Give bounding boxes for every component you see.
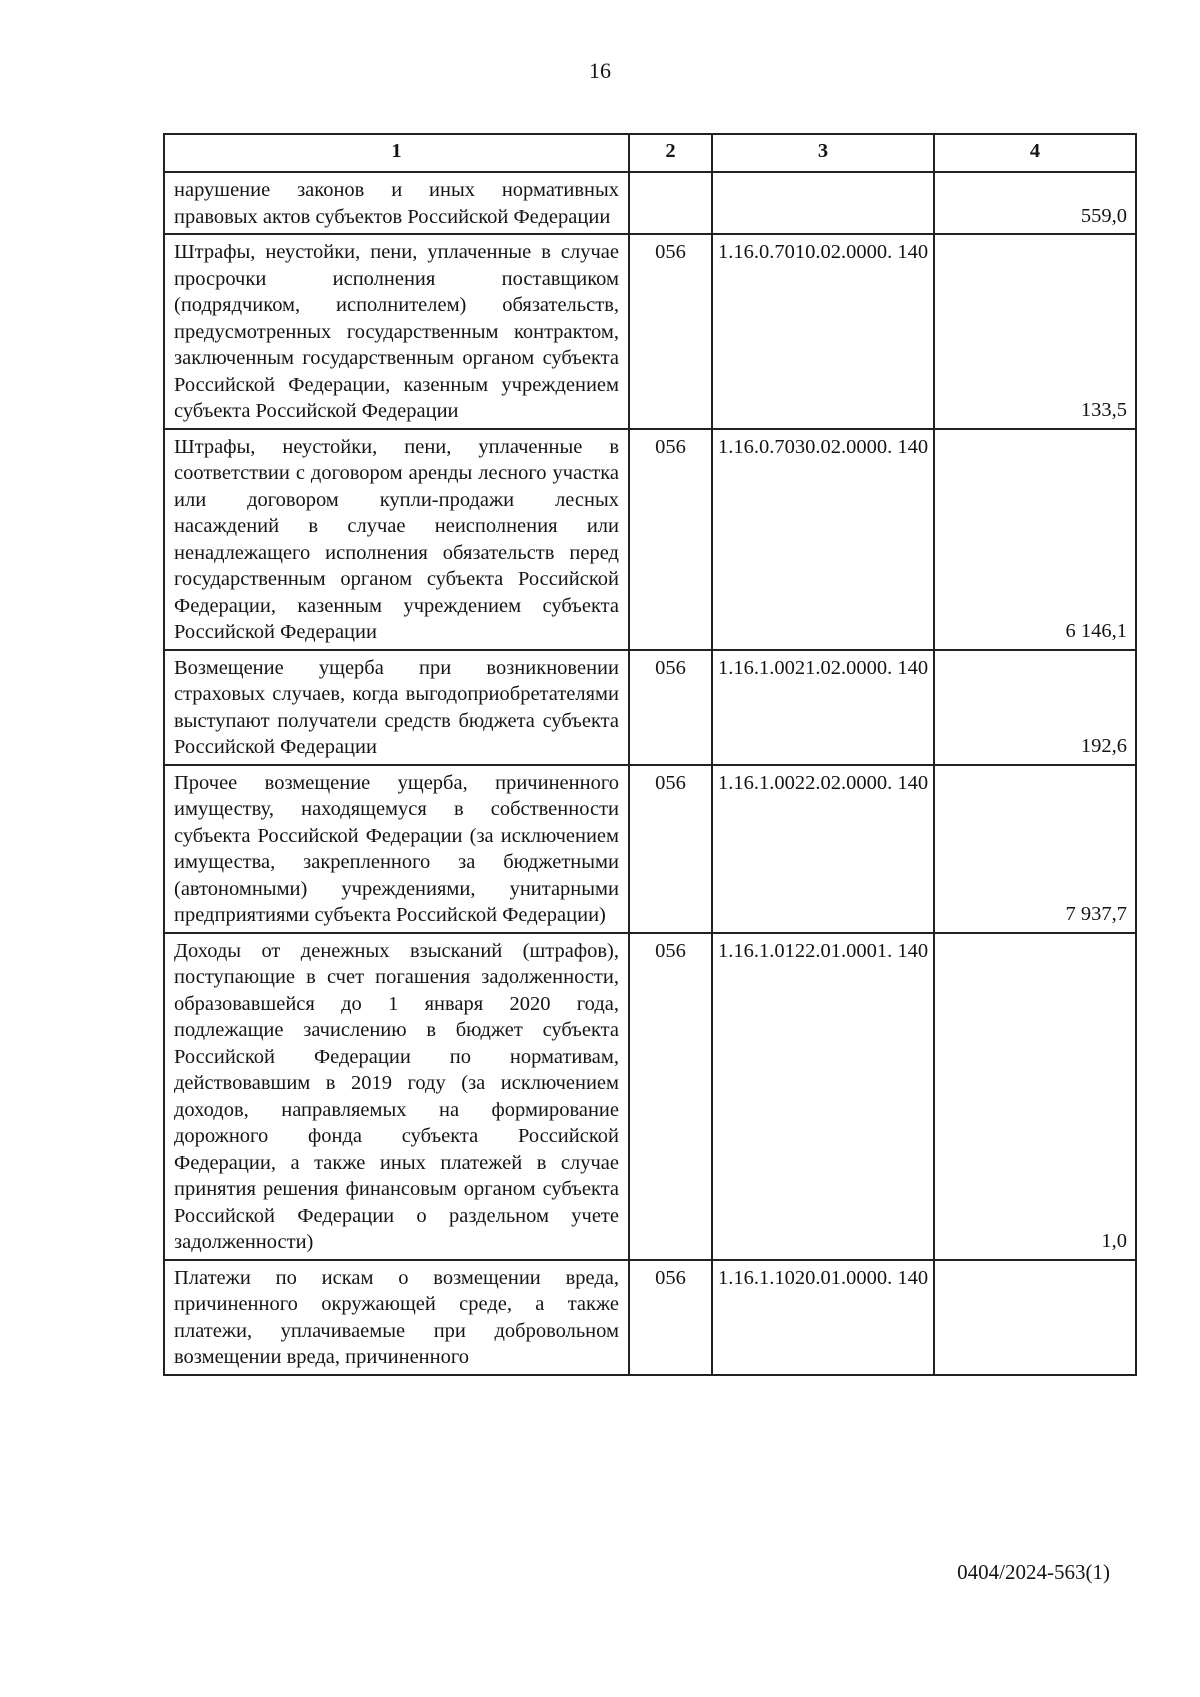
amount-cell xyxy=(934,1260,1136,1375)
amount-cell: 559,0 xyxy=(934,172,1136,234)
admin-code-cell: 056 xyxy=(629,765,712,933)
amount-cell: 6 146,1 xyxy=(934,429,1136,650)
revenue-name-cell: Штрафы, неустойки, пени, уплаченные в случае просрочки исполнения поставщиком (подрядчиком, исполнителем) обязательств, предусмотренных государственным контрактом, заключенным государственным органом субъекта Российской Федерации, казенным учреждением субъекта Российской Федерации xyxy=(164,234,629,429)
classification-code-cell xyxy=(712,172,934,234)
table-header-row xyxy=(164,134,1136,172)
admin-code-cell: 056 xyxy=(629,650,712,765)
revenue-name-cell: Штрафы, неустойки, пени, уплаченные в соответствии с договором аренды лесного участка или договором купли-продажи лесных насаждений в случае неисполнения или ненадлежащего исполнения обязательств перед государственным органом субъекта Российской Федерации, казенным учреждением субъекта Российской Федерации xyxy=(164,429,629,650)
classification-code-cell: 1.16.1.0021.02.0000. 140 xyxy=(712,650,934,765)
classification-code-cell: 1.16.0.7010.02.0000. 140 xyxy=(712,234,934,429)
table-row xyxy=(164,172,1136,234)
table-row xyxy=(164,429,1136,650)
amount-cell: 7 937,7 xyxy=(934,765,1136,933)
column-header-1: 1 xyxy=(164,134,629,172)
admin-code-cell: 056 xyxy=(629,429,712,650)
table-row xyxy=(164,650,1136,765)
classification-code-cell: 1.16.0.7030.02.0000. 140 xyxy=(712,429,934,650)
budget-revenue-table xyxy=(163,133,1137,1376)
amount-cell: 133,5 xyxy=(934,234,1136,429)
classification-code-cell: 1.16.1.1020.01.0000. 140 xyxy=(712,1260,934,1375)
column-header-3: 3 xyxy=(712,134,934,172)
revenue-name-cell: Доходы от денежных взысканий (штрафов), поступающие в счет погашения задолженности, образовавшейся до 1 января 2020 года, подлежащие зачислению в бюджет субъекта Российской Федерации по нормативам, действовавшим в 2019 году (за исключением доходов, направляемых на формирование дорожного фонда субъекта Российской Федерации, а также иных платежей в случае принятия решения финансовым органом субъекта Российской Федерации о раздельном учете задолженности) xyxy=(164,933,629,1260)
classification-code-cell: 1.16.1.0122.01.0001. 140 xyxy=(712,933,934,1260)
admin-code-cell: 056 xyxy=(629,933,712,1260)
amount-cell: 1,0 xyxy=(934,933,1136,1260)
revenue-name-cell: Возмещение ущерба при возникновении страховых случаев, когда выгодоприобретателями выступают получатели средств бюджета субъекта Российской Федерации xyxy=(164,650,629,765)
revenue-name-cell: нарушение законов и иных нормативных правовых актов субъектов Российской Федерации xyxy=(164,172,629,234)
document-number: 0404/2024-563(1) xyxy=(957,1560,1110,1584)
admin-code-cell: 056 xyxy=(629,234,712,429)
column-header-4: 4 xyxy=(934,134,1136,172)
table-row xyxy=(164,933,1136,1260)
revenue-name-cell: Платежи по искам о возмещении вреда, причиненного окружающей среде, а также платежи, уплачиваемые при добровольном возмещении вреда, причиненного xyxy=(164,1260,629,1375)
page-number: 16 xyxy=(589,58,611,83)
table-row xyxy=(164,1260,1136,1375)
admin-code-cell xyxy=(629,172,712,234)
table-row xyxy=(164,765,1136,933)
classification-code-cell: 1.16.1.0022.02.0000. 140 xyxy=(712,765,934,933)
revenue-name-cell: Прочее возмещение ущерба, причиненного имуществу, находящемуся в собственности субъекта Российской Федерации (за исключением имущества, закрепленного за бюджетными (автономными) учреждениями, унитарными предприятиями субъекта Российской Федерации) xyxy=(164,765,629,933)
column-header-2: 2 xyxy=(629,134,712,172)
table-row xyxy=(164,234,1136,429)
admin-code-cell: 056 xyxy=(629,1260,712,1375)
amount-cell: 192,6 xyxy=(934,650,1136,765)
